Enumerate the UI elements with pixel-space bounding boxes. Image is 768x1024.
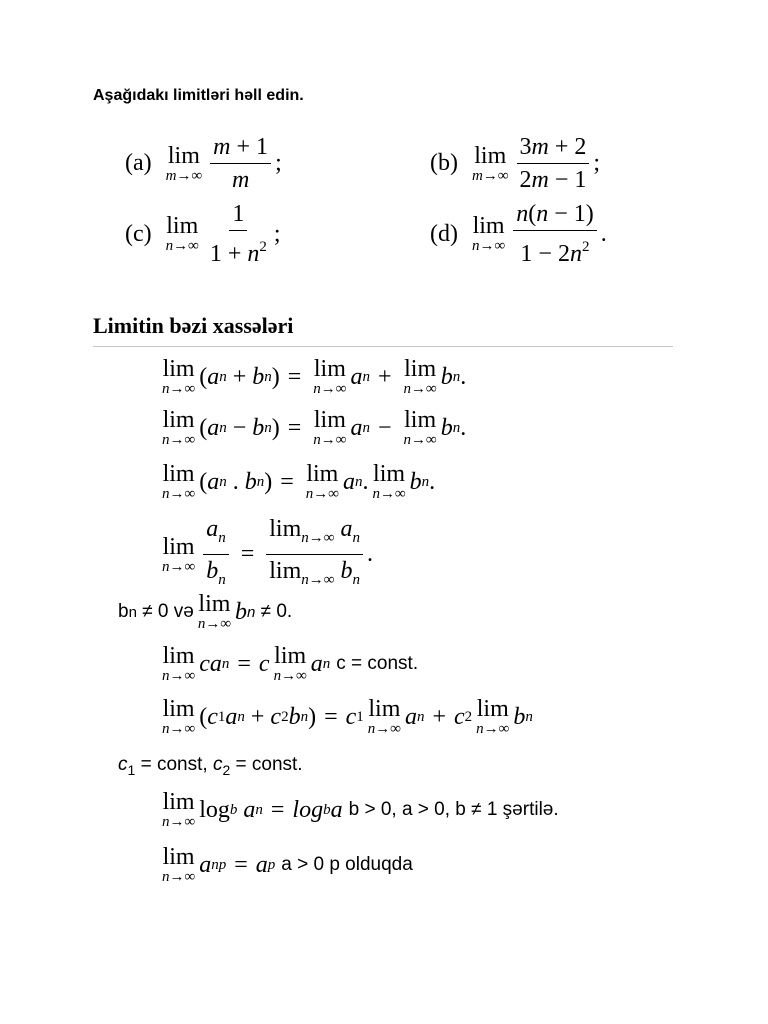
constants-condition: $c_1$ = const, $c_2$ = const.	[118, 754, 303, 778]
section-divider	[93, 346, 673, 347]
exercise-a: (a) lim m→∞ $\frac{m + 1}{m}$ ;	[125, 134, 282, 193]
property-sum: lim n→∞ ( a n + b n ) = lim n→∞ a n + lim n→∞ b n .	[162, 356, 467, 397]
exercise-b-label: (b)	[430, 150, 458, 176]
intro-instruction: Aşağıdakı limitləri həll edin.	[93, 87, 304, 104]
lim-operator: lim n→∞	[471, 213, 506, 254]
lim-operator: lim m→∞	[471, 142, 509, 184]
section-title: Limitin bəzi xassələri	[93, 313, 294, 338]
property-difference: lim n→∞ ( a n − b n ) = lim n→∞ a n − lim n→∞ b n .	[162, 407, 467, 448]
exercise-c: (c) lim n→∞ $\frac{1}{1 + n^2}$ ;	[125, 201, 281, 267]
property-power: lim n→∞ a n p = a p a > 0 p olduqda	[162, 844, 413, 885]
exercise-c-label: (c)	[125, 220, 152, 247]
fraction: $\frac{3m + 2}{2m - 1}$	[517, 133, 590, 194]
property-linear-combination: lim n→∞ ( c 1 a n + c 2 b n ) = c 1 lim n→∞ a n + c 2 lim n→∞ b n	[162, 696, 533, 737]
exercise-a-label: (a)	[125, 150, 152, 176]
fraction: $\frac{m + 1}{m}$	[210, 133, 271, 194]
exercise-d-label: (d)	[430, 220, 458, 247]
property-quotient: lim n→∞ $\frac{a_n}{b_n}$ = $\frac{\lim_{n\to\infty} a_n}{\lim_{n\to\infty} b_n}$ .	[162, 516, 373, 588]
quotient-condition: b n ≠ 0 və lim n→∞ b n ≠ 0.	[118, 591, 293, 632]
property-product: lim n→∞ ( a n . b n ) = lim n→∞ a n . lim n→∞ b n .	[162, 461, 436, 502]
property-constant-multiple: lim n→∞ ca n = c lim n→∞ a n c = const.	[162, 643, 419, 684]
exercise-d: (d) lim n→∞ $\frac{n(n - 1)}{1 - 2n^2}$ .	[430, 201, 607, 267]
property-logarithm: lim n→∞ log b a n = log b a b > 0, a > 0, b ≠ 1 şərtilə.	[162, 789, 559, 830]
lim-operator: lim n→∞	[165, 213, 199, 254]
lim-operator: lim m→∞	[165, 142, 203, 184]
fraction: $\frac{1}{1 + n^2}$	[209, 201, 267, 267]
exercise-b: (b) lim m→∞ $\frac{3m + 2}{2m - 1}$ ;	[430, 134, 601, 193]
fraction: $\frac{n(n - 1)}{1 - 2n^2}$	[513, 200, 597, 268]
